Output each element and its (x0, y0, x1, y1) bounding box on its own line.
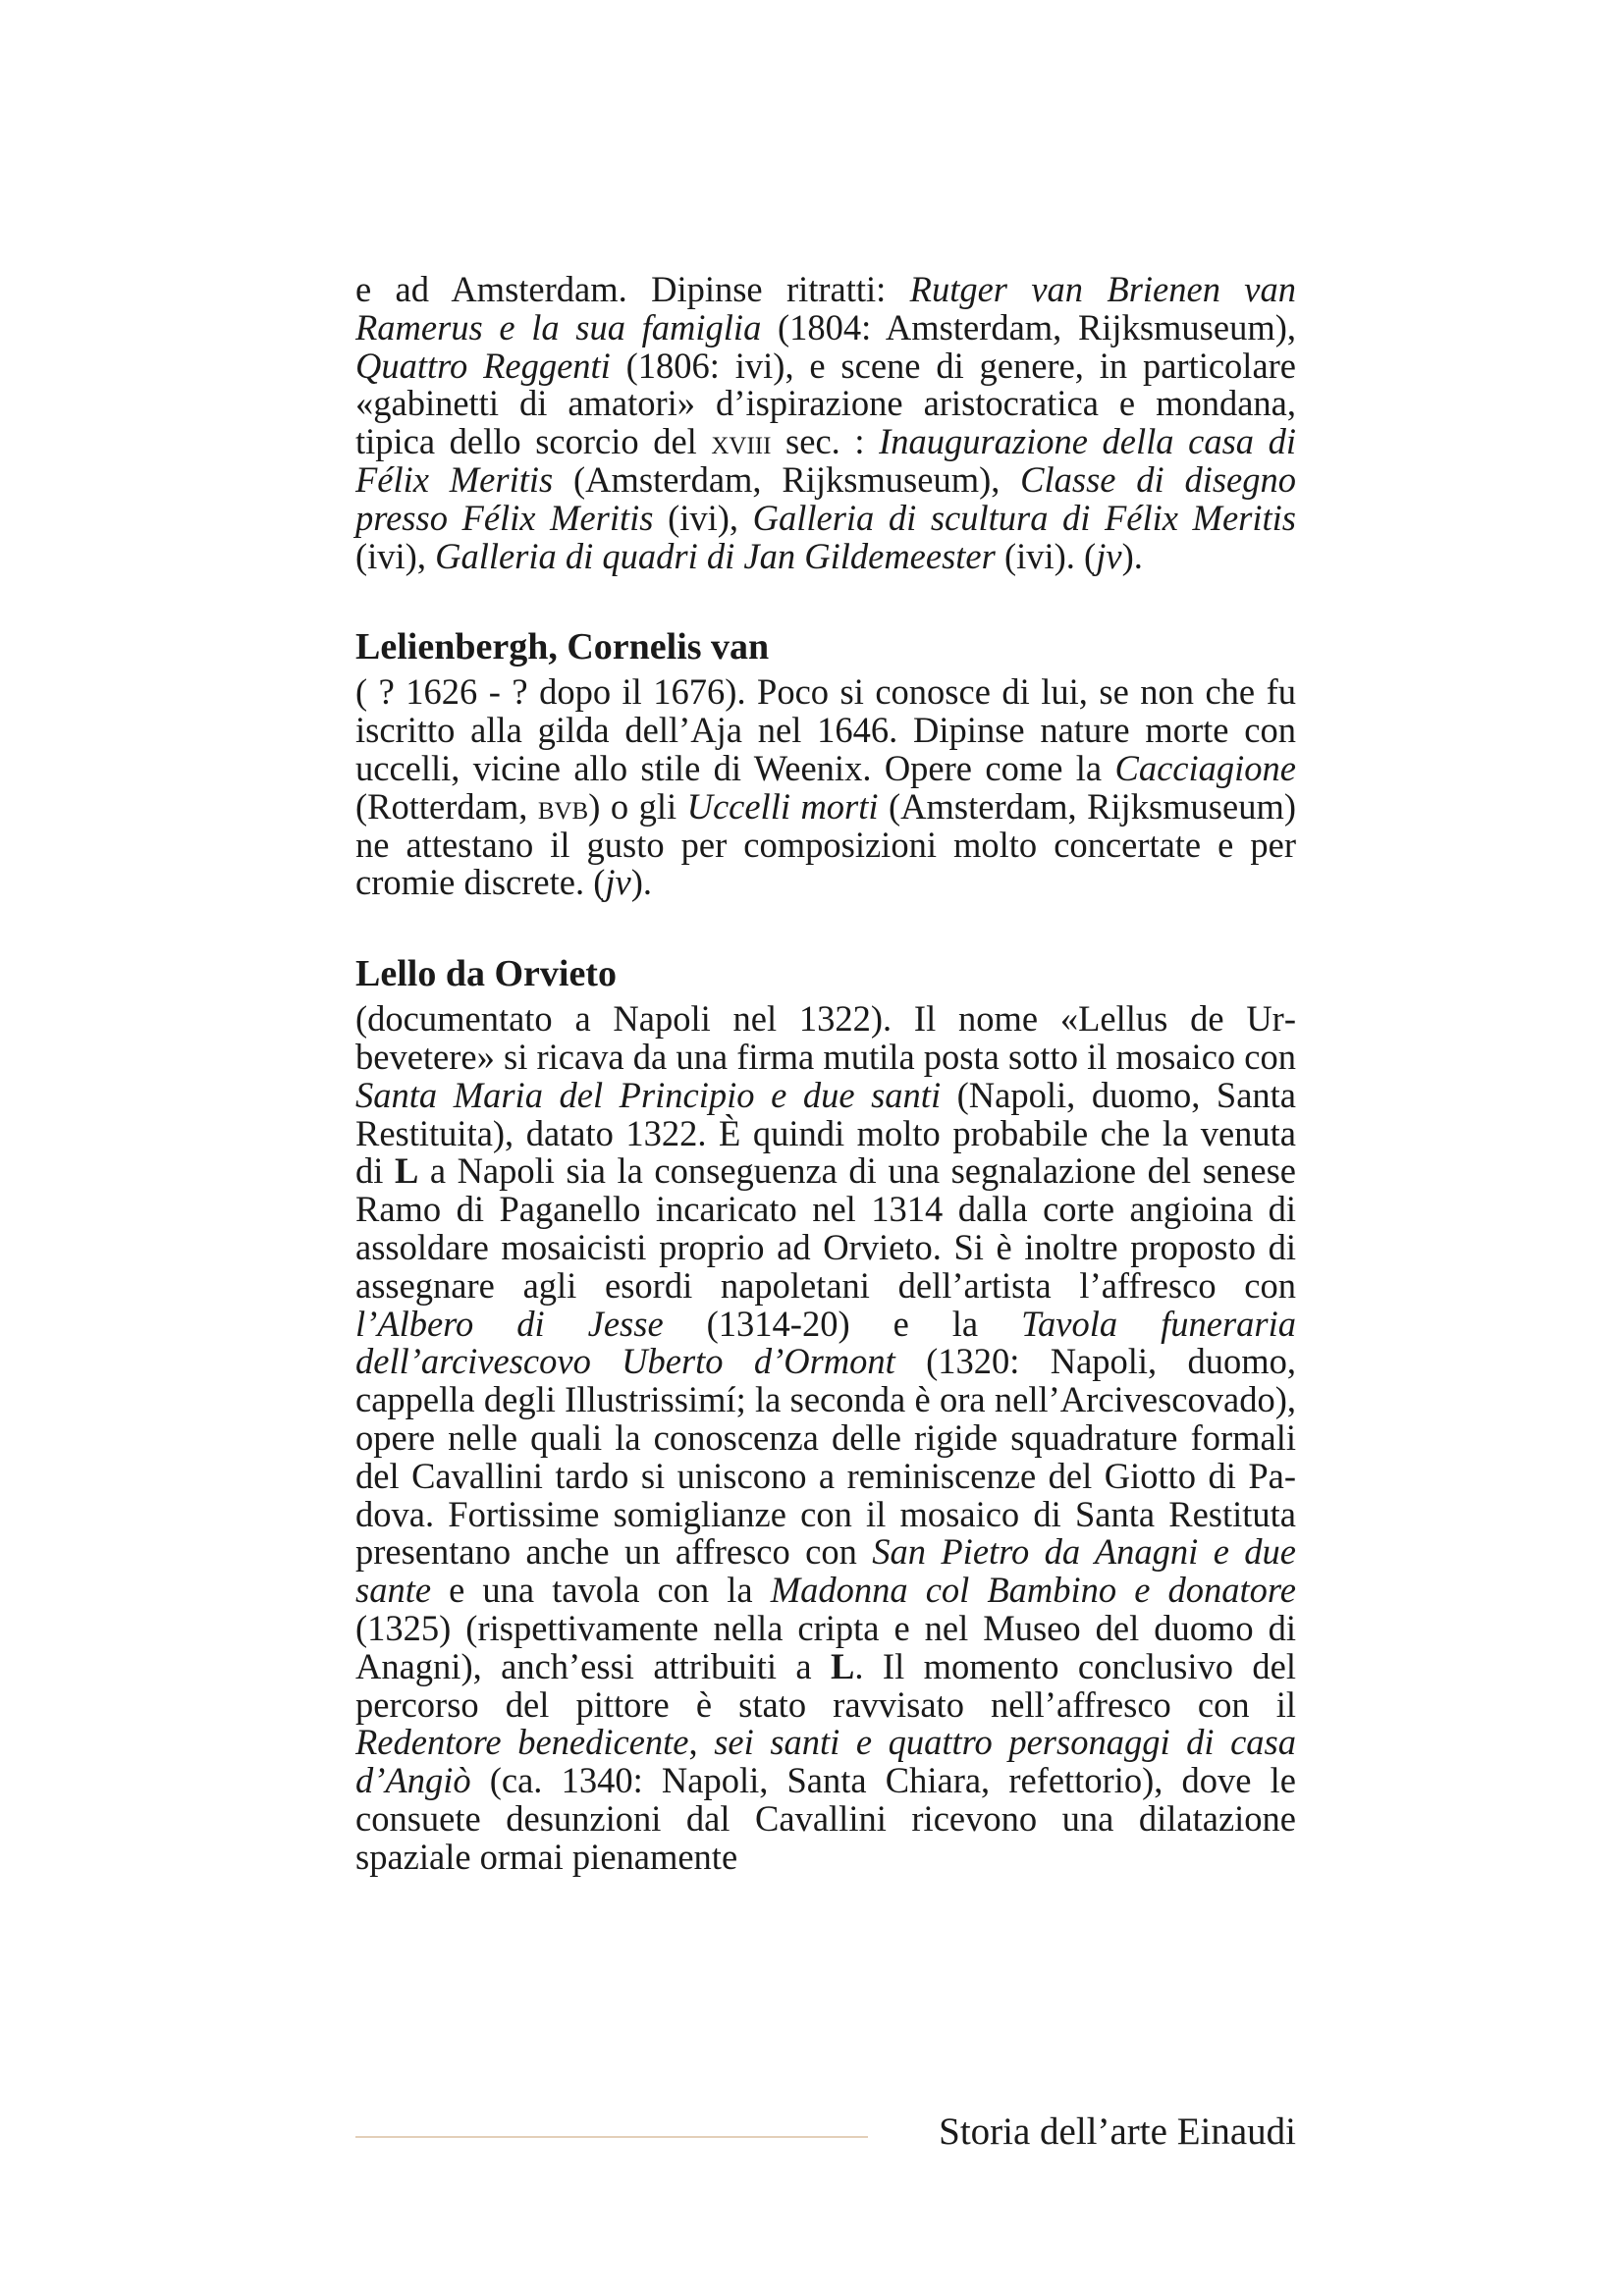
entry-continuation-body (355, 271, 1296, 575)
text-run: (1804: Amsterdam, Rijksmuseum), (761, 306, 1296, 347)
text-run: Cacciagione (1114, 747, 1296, 788)
text-run: (Rotterdam, (355, 785, 538, 827)
text-run: , (688, 1722, 715, 1763)
text-run: Classe di disegno presso Félix Meritis (355, 458, 1296, 538)
text-run: bvb (537, 786, 589, 827)
text-run: (ivi). ( (995, 535, 1097, 576)
text-run: L (394, 1150, 419, 1192)
text-run: Redentore benedicente (355, 1722, 689, 1763)
text-run: Rutger van Brienen van Ramerus e la sua famiglia (355, 269, 1296, 347)
text-run: jv (1096, 535, 1122, 576)
entry-lello-body (355, 1000, 1296, 1876)
text-run: (ca. 1340: Napoli, Santa Chiara, refettorio), dove le consuete desunzioni dal Cavallini ricevono una dilatazione spaziale ormai pienamente (355, 1760, 1296, 1877)
text-run: San Pietro da Anagni e due sante (355, 1531, 1297, 1611)
text-run: ( ? 1626 - ? dopo il 1676). Poco si conosce di lui, se non che fu iscritto alla gilda dell’Aja nel 1646. Dipinse nature morte con uccelli, vicine allo stile di Weenix. Opere come la (355, 671, 1296, 788)
text-run: Galleria di scultura di Félix Meritis (752, 497, 1296, 538)
text-run: (1320: Napoli, duomo, cappella degli Illustrissimí; la seconda è ora nell’Arcivescovado), opere nelle quali la conoscenza delle rigide squadrature formali del Cavallini tardo si uniscono a reminiscenze del Giotto di Padova. Fortissime somiglianze con il mosaico di Santa Restituta presentano anche un affresco con (355, 1341, 1296, 1573)
entry-heading-lelienbergh: Lelienbergh, Cornelis van (355, 626, 770, 668)
footer-title: Storia dell’arte Einaudi (939, 2110, 1296, 2153)
text-run: Uccelli morti (686, 785, 879, 827)
text-run: (ivi), (355, 535, 436, 576)
entry-lelienbergh-body (355, 673, 1296, 902)
text-run: L (831, 1645, 855, 1686)
text-run: sei santi e quattro personaggi di casa d’Angiò (355, 1722, 1297, 1801)
text-run: (1325) (rispettivamente nella cripta e nel Museo del duomo di Anagni), anch’essi attribuiti a (355, 1607, 1296, 1686)
text-run: (Napoli, duomo, Santa Restituita), datato 1322. È quindi molto probabile che la venuta di (355, 1074, 1296, 1192)
text-run: sec. : (771, 421, 880, 462)
text-run: (Amsterdam, Rijksmuseum) ne attestano il gusto per composizioni molto concertate e per cromie discrete. ( (355, 785, 1296, 903)
text-run: Madonna col Bambino e donatore (770, 1570, 1296, 1611)
text-run: (Amsterdam, Rijksmuseum), (553, 458, 1021, 500)
text-run: Quattro Reggenti (355, 345, 611, 386)
entry-heading-lello-da-orvieto: Lello da Orvieto (355, 953, 617, 995)
footer-rule (355, 2136, 868, 2138)
text-run: l’Albero di Jesse (355, 1303, 664, 1344)
text-run: ) o gli (588, 785, 687, 827)
text-run: Galleria di quadri di Jan Gildemeester (435, 535, 996, 576)
text-run: a Napoli sia la conseguenza di una segnalazione del senese Ramo di Paganello incaricato nel 1314 dalla corte angioina di assoldare mosaicisti proprio ad Orvieto. Si è inoltre proposto di assegnare agli esordi napoletani dell’artista l’affresco con (355, 1150, 1296, 1306)
text-run: (1314-20) e la (663, 1303, 1022, 1344)
text-run: (documentato a Napoli nel 1322). Il nome «Lellus de Urbevetere» si ricava da una firma mutila posta sotto il mosaico con (355, 998, 1296, 1077)
text-run: (ivi), (653, 497, 753, 538)
text-run: Inaugurazione della casa di Félix Meritis (355, 421, 1296, 500)
text-run: e ad Amsterdam. Dipinse ritratti: (355, 269, 910, 309)
text-run: Tavola funeraria dell’arcivescovo Uberto d’Ormont (355, 1303, 1297, 1382)
text-run: Santa Maria del Principio e due santi (355, 1074, 942, 1115)
text-run: xviii (711, 422, 772, 462)
text-column (355, 271, 1296, 1876)
text-run: ). (1121, 535, 1143, 576)
text-run: jv (605, 862, 631, 903)
text-run: e una tavola con la (431, 1570, 771, 1611)
text-run: . Il momento conclusivo del percorso del pittore è stato ravvisato nell’affresco con il (355, 1645, 1296, 1725)
text-run: (1806: ivi), e scene di genere, in particolare «gabinetti di amatori» d’ispirazione aristocratica e mondana, tipica dello scorcio del (355, 345, 1296, 462)
text-run: ). (630, 862, 652, 903)
